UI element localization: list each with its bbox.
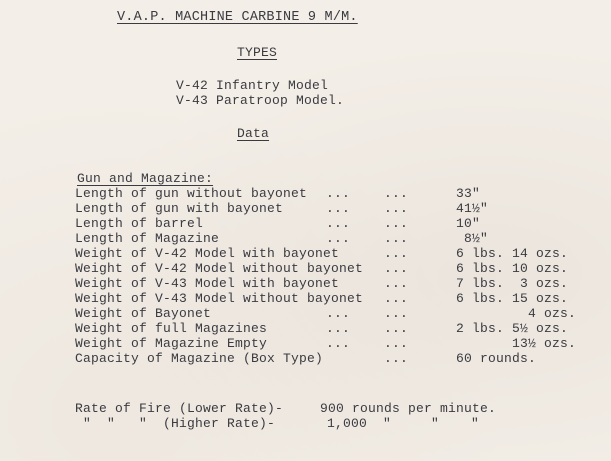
rate-lower-value: 900 rounds per minute. xyxy=(320,401,497,416)
rate-lower-label: Rate of Fire (Lower Rate)- xyxy=(75,401,284,416)
rate-higher-value: 1,000 " " " xyxy=(327,416,480,431)
leader-dots: ... xyxy=(384,351,409,366)
spec-value: 6 lbs. 15 ozs. xyxy=(456,291,569,306)
leader-dots: ... xyxy=(384,246,409,261)
leader-dots: ... xyxy=(326,306,351,321)
leader-dots: ... xyxy=(384,291,409,306)
leader-dots: ... xyxy=(384,321,409,336)
leader-dots: ... xyxy=(326,321,351,336)
type-v42: V-42 Infantry Model xyxy=(176,78,329,93)
spec-value: 8½" xyxy=(456,231,489,246)
leader-dots: ... xyxy=(384,261,409,276)
spec-label: Weight of V-43 Model without bayonet xyxy=(75,291,364,306)
spec-label: Weight of Bayonet xyxy=(75,306,212,321)
spec-value: 10" xyxy=(456,216,481,231)
spec-value: 6 lbs. 10 ozs. xyxy=(456,261,569,276)
spec-label: Weight of V-42 Model with bayonet xyxy=(75,246,340,261)
spec-value: 4 ozs. xyxy=(456,306,577,321)
spec-label: Weight of Magazine Empty xyxy=(75,336,268,351)
section-heading: Gun and Magazine: xyxy=(77,171,214,186)
leader-dots: ... xyxy=(384,231,409,246)
leader-dots: ... xyxy=(384,306,409,321)
spec-value: 41½" xyxy=(456,201,489,216)
spec-label: Weight of full Magazines xyxy=(75,321,268,336)
leader-dots: ... xyxy=(384,216,409,231)
spec-label: Length of gun with bayonet xyxy=(75,201,284,216)
leader-dots: ... xyxy=(384,276,409,291)
type-v43: V-43 Paratroop Model. xyxy=(176,93,345,108)
spec-value: 60 rounds. xyxy=(456,351,537,366)
leader-dots: ... xyxy=(326,186,351,201)
leader-dots: ... xyxy=(326,201,351,216)
leader-dots: ... xyxy=(384,336,409,351)
spec-value: 7 lbs. 3 ozs. xyxy=(456,276,569,291)
leader-dots: ... xyxy=(384,186,409,201)
spec-value: 33" xyxy=(456,186,481,201)
leader-dots: ... xyxy=(326,336,351,351)
types-heading: TYPES xyxy=(237,45,278,60)
spec-label: Weight of V-43 Model with bayonet xyxy=(75,276,340,291)
spec-label: Length of barrel xyxy=(75,216,204,231)
spec-label: Capacity of Magazine (Box Type) xyxy=(75,351,324,366)
spec-value: 13½ ozs. xyxy=(456,336,577,351)
spec-value: 6 lbs. 14 ozs. xyxy=(456,246,569,261)
rate-higher-label: " " " (Higher Rate)- xyxy=(75,416,276,431)
spec-label: Length of gun without bayonet xyxy=(75,186,308,201)
spec-value: 2 lbs. 5½ ozs. xyxy=(456,321,569,336)
data-heading: Data xyxy=(237,126,270,141)
spec-label: Length of Magazine xyxy=(75,231,220,246)
leader-dots: ... xyxy=(326,231,351,246)
leader-dots: ... xyxy=(326,216,351,231)
spec-label: Weight of V-42 Model without bayonet xyxy=(75,261,364,276)
document-title: V.A.P. MACHINE CARBINE 9 M/M. xyxy=(117,10,358,25)
leader-dots: ... xyxy=(384,201,409,216)
